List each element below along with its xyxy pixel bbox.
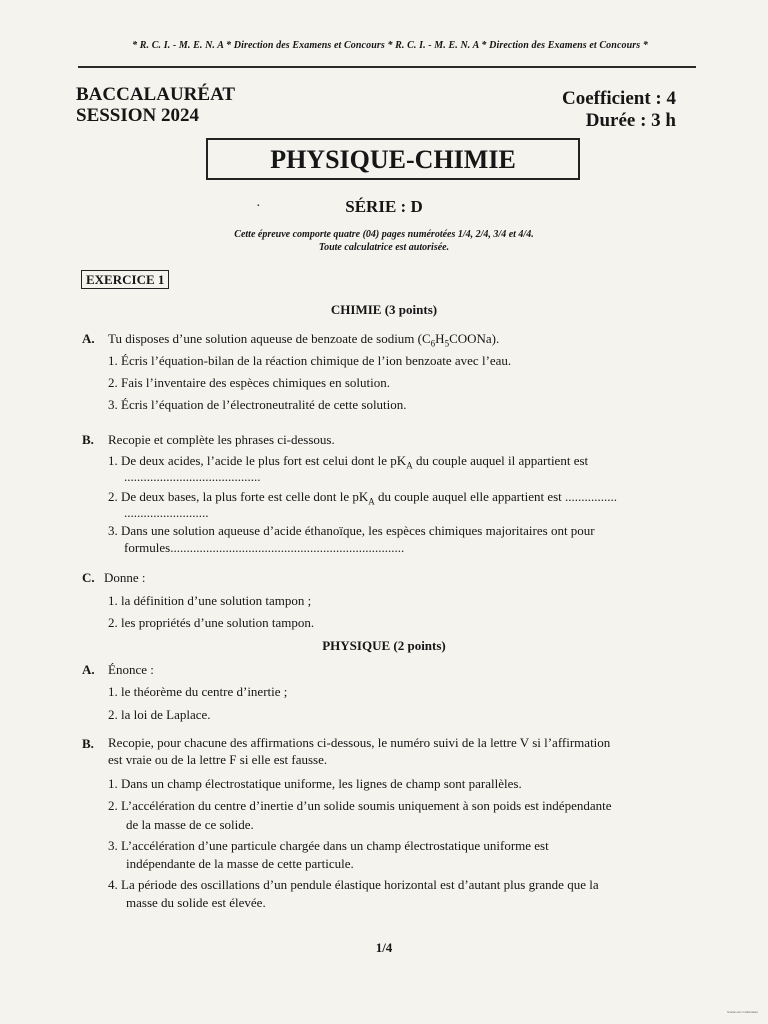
session-label: SESSION 2024 [76, 105, 200, 126]
exam-name-block [76, 84, 235, 126]
chimie-c-label: C. [82, 570, 95, 585]
physique-b-item-4: 4. La période des oscillations d’un pendule élastique horizontal est d’autant plus grande que la [108, 877, 599, 892]
physique-heading: PHYSIQUE (2 points) [322, 638, 446, 653]
header-rule [78, 66, 696, 68]
duration-label: Durée : 3 h [585, 110, 676, 131]
chimie-a-item-1: 1. Écris l’équation-bilan de la réaction chimique de l’ion benzoate avec l’eau. [108, 353, 512, 368]
chimie-b-label: B. [82, 432, 94, 447]
physique-b-item-3: 3. L’accélération d’une particule chargée dans un champ électrostatique uniforme est [108, 838, 549, 853]
chimie-c-item-1: 1. la définition d’une solution tampon ; [108, 593, 312, 608]
chimie-a-intro: Tu disposes d’une solution aqueuse de benzoate de sodium $(C_6H_5COONa)$. [108, 331, 500, 349]
chimie-a-label: A. [82, 331, 95, 346]
physique-a-intro: Énonce : [108, 662, 154, 677]
physique-a-label: A. [82, 662, 95, 677]
coefficient-label: Coefficient : 4 [562, 88, 676, 109]
serie-label: SÉRIE : D [345, 197, 423, 216]
chimie-b-item-2-blank: .......................... [124, 505, 209, 520]
chimie-b-item-3-blank: formules........................................................................ [124, 540, 405, 555]
physique-a-item-2: 2. la loi de Laplace. [108, 707, 211, 722]
chimie-b-item-1: 1. De deux acides, l’acide le plus fort est celui dont le $pK_A$ du couple auquel il appartient est [108, 453, 589, 471]
chimie-a-item-2: 2. Fais l’inventaire des espèces chimiques en solution. [108, 375, 390, 390]
calculator-note: Toute calculatrice est autorisée. [318, 242, 450, 253]
physique-b-item-4-cont: masse du solide est élevée. [126, 895, 266, 910]
chimie-b-item-1-blank: .......................................... [124, 469, 261, 484]
physique-b-intro-1: Recopie, pour chacune des affirmations ci-dessous, le numéro suivi de la lettre V si l’affirmation [108, 735, 611, 750]
physique-a-item-1: 1. le théorème du centre d’inertie ; [108, 684, 288, 699]
chimie-c-item-2: 2. les propriétés d’une solution tampon. [108, 615, 315, 630]
physique-b-label: B. [82, 736, 94, 751]
page-number: 1/4 [375, 940, 393, 955]
chimie-b-item-2: 2. De deux bases, la plus forte est celle dont le $pK_A$ du couple auquel elle appartient est ................ [108, 489, 618, 507]
chimie-b-intro: Recopie et complète les phrases ci-dessous. [108, 432, 335, 447]
exam-notes [0, 228, 768, 254]
physique-b-intro-2: est vraie ou de la lettre F si elle est fausse. [108, 752, 328, 767]
subject-title: PHYSIQUE-CHIMIE [206, 138, 580, 180]
exercise-label: EXERCICE 1 [81, 270, 169, 289]
header-topline: * R. C. I. - M. E. N. A * Direction des Examens et Concours * R. C. I. - M. E. N. A * Direction des Examens et Concours * [132, 40, 648, 51]
coef-block [562, 88, 676, 132]
bac-title: BACCALAURÉAT [76, 84, 236, 105]
scanner-stamp: Scanné avec CamScanner [727, 1010, 758, 1014]
stray-dot: · [256, 199, 261, 214]
physique-b-item-2-cont: de la masse de ce solide. [126, 817, 254, 832]
chimie-a-item-3: 3. Écris l’équation de l’électroneutralité de cette solution. [108, 397, 407, 412]
physique-b-item-2: 2. L’accélération du centre d’inertie d’un solide soumis uniquement à son poids est indépendante [108, 798, 612, 813]
pages-note: Cette épreuve comporte quatre (04) pages numérotées 1/4, 2/4, 3/4 et 4/4. [234, 229, 534, 240]
physique-b-item-1: 1. Dans un champ électrostatique uniforme, les lignes de champ sont parallèles. [108, 776, 522, 791]
physique-b-item-3-cont: indépendante de la masse de cette particule. [126, 856, 354, 871]
chimie-b-item-3: 3. Dans une solution aqueuse d’acide éthanoïque, les espèces chimiques majoritaires ont pour [108, 523, 595, 538]
chimie-c-intro: Donne : [104, 570, 146, 585]
chimie-heading: CHIMIE (3 points) [330, 302, 438, 317]
